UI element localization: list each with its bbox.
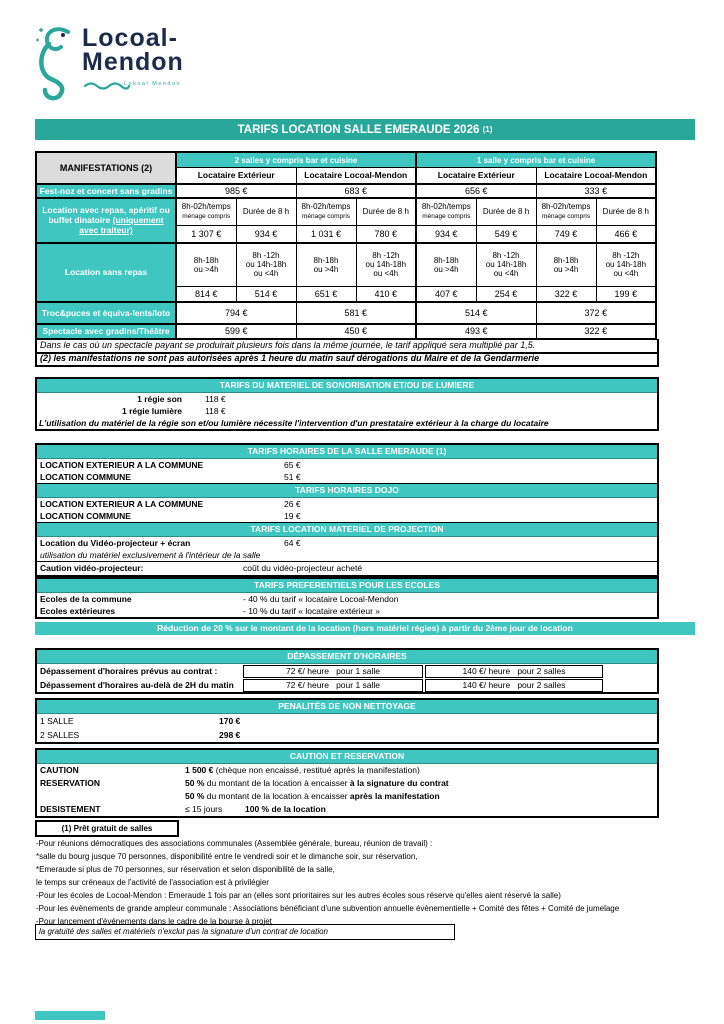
municipality-logo: [34, 18, 234, 110]
footnote-line: *Emeraude si plus de 70 personnes, sur réservation et selon disponibilité de la salle,: [36, 865, 335, 874]
group-header-1-salle: 1 salle y compris bar et cuisine: [416, 152, 656, 168]
price-cell: 514 €: [236, 287, 296, 302]
reservation-value-1: 50 % du montant de la location à encaisser à la signature du contrat: [185, 778, 449, 788]
subcol-header: 8h-18h ou >4h: [296, 243, 356, 287]
footnote-line: *salle du bourg jusque 70 personnes, disponibilité entre le vendredi soir et le dimanche soir, sur réservation,: [36, 852, 418, 861]
section-note: utilisation du matériel exclusivement à l'intérieur de la salle: [37, 549, 657, 562]
price-cell: 794 €: [176, 302, 296, 324]
tariff-row: 2 SALLES 298 €: [40, 730, 241, 740]
title-footnote-ref: (1): [482, 125, 493, 134]
main-pricing-table: [35, 151, 657, 340]
tenant-header: Locataire Extérieur: [416, 168, 536, 184]
row-label-troc: Troc&puces et équiva-lents/loto: [36, 302, 176, 324]
subcol-header: 8h-02h/temps ménage compris: [296, 198, 356, 226]
reservation-value-2: 50 % du montant de la location à encaisser après la manifestation: [185, 791, 440, 801]
subcol-header: Durée de 8 h: [356, 198, 416, 226]
price-cell: 450 €: [296, 324, 416, 339]
sheet-tab-mark: [35, 1011, 105, 1020]
tariff-row: Location du Vidéo-projecteur + écran 64 €: [40, 538, 301, 548]
price-cell: 934 €: [416, 226, 476, 243]
price-cell: 1 307 €: [176, 226, 236, 243]
tariff-row: Dépassement d'horaires prévus au contrat : 72 €/ heure pour 1 salle 140 €/ heure pour 2 salles: [37, 664, 657, 678]
price-cell: 656 €: [416, 184, 536, 198]
footnote-line: -Pour les écoles de Locoal-Mendon : Emeraude 1 fois par an (elles sont prioritaires sur les autres écoles sous réserve qu'elles aient réservé la salle): [36, 891, 561, 900]
price-cell: 407 €: [416, 287, 476, 302]
section-sonorisation: [35, 377, 659, 431]
footnote-boxed-note: la gratuité des salles et matériels n'exclut pas la signature d'un contrat de location: [35, 924, 455, 940]
tariff-row: RESERVATION 50 % du montant de la location à encaisser à la signature du contrat: [40, 778, 449, 788]
section-banner: CAUTION ET RESERVATION: [37, 750, 657, 764]
footnote-line: -Pour lancement d'événements dans le cadre de la bourse à projet: [36, 917, 272, 926]
rate-cell: 72 €/ heure pour 1 salle: [243, 679, 423, 692]
price-cell: 749 €: [536, 226, 596, 243]
section-penalites: [35, 698, 659, 744]
section-banner: DÉPASSEMENT D'HORAIRES: [37, 650, 657, 664]
logo-line-1: Locoal-: [82, 24, 178, 52]
price-cell: 254 €: [476, 287, 536, 302]
subcol-header: Durée de 8 h: [236, 198, 296, 226]
section-banner: PENALITÉS DE NON NETTOYAGE: [37, 700, 657, 714]
price-cell: 372 €: [536, 302, 656, 324]
subcol-header: Durée de 8 h: [476, 198, 536, 226]
subcol-header: 8h -12h ou 14h-18h ou <4h: [356, 243, 416, 287]
row-label-sans-repas: Location sans repas: [36, 243, 176, 302]
price-cell: 493 €: [416, 324, 536, 339]
tariff-row: Ecoles de la commune - 40 % du tarif « locataire Locoal-Mendon: [40, 594, 399, 604]
rate-cell: 140 €/ heure pour 2 salles: [425, 665, 603, 678]
price-cell: 410 €: [356, 287, 416, 302]
caution-value: 1 500 € (chèque non encaissé, restitué après la manifestation): [185, 765, 420, 775]
tariff-row: 1 régie son 118 €: [137, 394, 226, 404]
price-cell: 780 €: [356, 226, 416, 243]
subcol-header: 8h-02h/temps ménage compris: [536, 198, 596, 226]
page-title: TARIFS LOCATION SALLE EMERAUDE 2026 (1): [35, 119, 695, 140]
row-label-repas: Location avec repas, apéritif ou buffet dinatoire (uniquement avec traiteur): [36, 198, 176, 243]
section-banner: TARIFS PREFERENTIELS POUR LES ECOLES: [37, 579, 657, 593]
price-cell: 814 €: [176, 287, 236, 302]
footnote-line: le temps sur créneaux de l'activité de l'association est à privilégier: [36, 878, 269, 887]
price-cell: 466 €: [596, 226, 656, 243]
price-cell: 683 €: [296, 184, 416, 198]
subcol-header: Durée de 8 h: [596, 198, 656, 226]
tariff-row: Caution vidéo-projecteur: coût du vidéo-projecteur acheté: [40, 563, 363, 573]
subcol-header: 8h-02h/temps ménage compris: [416, 198, 476, 226]
section-horaires: [35, 443, 659, 577]
rate-cell: 140 €/ heure pour 2 salles: [425, 679, 603, 692]
group-header-2-salles: 2 salles y compris bar et cuisine: [176, 152, 416, 168]
section-banner: TARIFS LOCATION MATERIEL DE PROJECTION: [37, 523, 657, 537]
seahorse-icon: [34, 24, 80, 104]
price-cell: 599 €: [176, 324, 296, 339]
price-cell: 934 €: [236, 226, 296, 243]
section-depassement: [35, 648, 659, 694]
price-cell: 985 €: [176, 184, 296, 198]
corner-header: MANIFESTATIONS (2): [36, 152, 176, 184]
footnote-line: -Pour réunions démocratiques des associations communales (Assemblée générale, bureau, réunion de travail) :: [36, 839, 433, 848]
price-cell: 1 031 €: [296, 226, 356, 243]
footnote-box-label: (1) Prêt gratuit de salles: [35, 820, 179, 837]
tariff-row: LOCATION COMMUNE 19 €: [37, 510, 657, 523]
tariff-row: DESISTEMENT ≤ 15 jours 100 % de la location: [40, 804, 326, 814]
row-label-festnoz: Fest-noz et concert sans gradins: [36, 184, 176, 198]
tariff-row: Dépassement d'horaires au-delà de 2H du matin 72 €/ heure pour 1 salle 140 €/ heure pour 2 salles: [37, 678, 657, 692]
section-banner: TARIFS HORAIRES DE LA SALLE EMERAUDE (1): [37, 445, 657, 459]
subcol-header: 8h-18h ou >4h: [416, 243, 476, 287]
tenant-header: Locataire Locoal-Mendon: [296, 168, 416, 184]
price-cell: 549 €: [476, 226, 536, 243]
tenant-header: Locataire Extérieur: [176, 168, 296, 184]
tariff-row: Ecoles extérieures - 10 % du tarif « locataire extérieur »: [40, 606, 381, 616]
table-note-1: Dans le cas où un spectacle payant se produirait plusieurs fois dans la même journée, le tarif appliqué sera multiplié par 1,5.: [35, 339, 659, 354]
logo-line-2: Mendon: [82, 48, 184, 76]
subcol-header: 8h -12h ou 14h-18h ou <4h: [236, 243, 296, 287]
subcol-header: 8h -12h ou 14h-18h ou <4h: [476, 243, 536, 287]
tenant-header: Locataire Locoal-Mendon: [536, 168, 656, 184]
price-cell: 581 €: [296, 302, 416, 324]
section-ecoles: [35, 577, 659, 619]
footnote-line: -Pour les évènements de grande ampleur communale : Associations bénéficiant d'une subvention annuelle évènementielle + Comité des fêtes + Comité de jumelage: [36, 904, 620, 913]
section-caution: [35, 748, 659, 818]
logo-subtitle: Lokoal Mendon: [124, 81, 182, 87]
price-cell: 199 €: [596, 287, 656, 302]
subcol-header: 8h-02h/temps ménage compris: [176, 198, 236, 226]
reduction-banner: Réduction de 20 % sur le montant de la location (hors matériel régies) à partir du 2ème jour de location: [35, 622, 695, 635]
section-banner: TARIFS DU MATERIEL DE SONORISATION ET/OU DE LUMIERE: [37, 379, 657, 393]
tariff-row: LOCATION COMMUNE 51 €: [37, 471, 657, 484]
price-cell: 322 €: [536, 324, 656, 339]
tariff-row: LOCATION EXTERIEUR A LA COMMUNE 65 €: [40, 460, 301, 470]
section-note: L'utilisation du matériel de la régie son et/ou lumière nécessite l'intervention d'un prestataire extérieur à la charge du locataire: [39, 418, 549, 428]
subcol-header: 8h-18h ou >4h: [176, 243, 236, 287]
tariff-row: 1 régie lumière 118 €: [121, 406, 226, 416]
row-label-spectacle: Spectacle avec gradins/Théâtre: [36, 324, 176, 339]
tariff-row: CAUTION 1 500 € (chèque non encaissé, restitué après la manifestation): [40, 765, 420, 775]
price-cell: 514 €: [416, 302, 536, 324]
logo-wordmark: [82, 26, 184, 74]
rate-cell: 72 €/ heure pour 1 salle: [243, 665, 423, 678]
subcol-header: 8h-18h ou >4h: [536, 243, 596, 287]
subcol-header: 8h -12h ou 14h-18h ou <4h: [596, 243, 656, 287]
tariff-row: [37, 790, 657, 803]
table-note-2: (2) les manifestations ne sont pas autorisées après 1 heure du matin sauf dérogations du Maire et de la Gendarmerie: [35, 352, 659, 367]
tariff-row: LOCATION EXTERIEUR A LA COMMUNE 26 €: [40, 499, 301, 509]
tariff-row: 1 SALLE 170 €: [40, 716, 241, 726]
section-banner: TARIFS HORAIRES DOJO: [37, 484, 657, 498]
price-cell: 651 €: [296, 287, 356, 302]
price-cell: 333 €: [536, 184, 656, 198]
price-cell: 322 €: [536, 287, 596, 302]
